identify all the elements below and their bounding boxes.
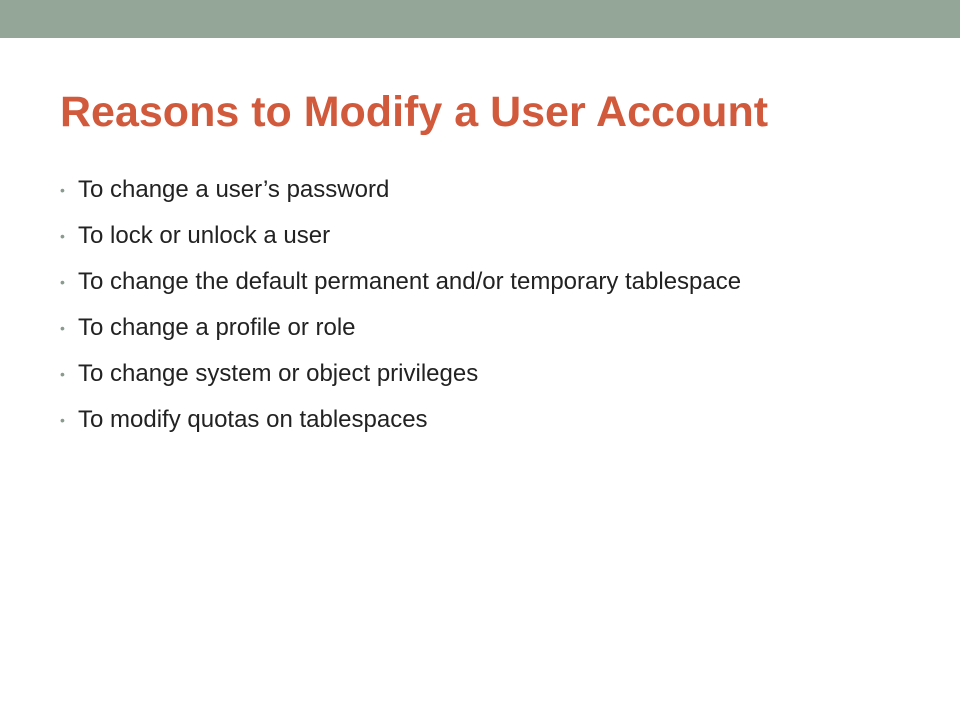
- bullet-text: To change system or object privileges: [78, 360, 479, 387]
- list-item: [58, 401, 878, 438]
- list-item: [58, 309, 878, 346]
- bullet-list: [58, 171, 878, 447]
- bullet-icon: •: [60, 412, 65, 428]
- bullet-text: To change a user’s password: [78, 176, 390, 203]
- bullet-icon: •: [60, 274, 65, 290]
- bullet-text: To change the default permanent and/or temporary tablespace: [78, 268, 742, 295]
- bullet-text: To change a profile or role: [78, 314, 356, 341]
- list-item: [58, 217, 878, 254]
- bullet-icon: •: [60, 366, 65, 382]
- list-item: [58, 171, 878, 208]
- list-item: [58, 355, 878, 392]
- bullet-icon: •: [60, 228, 65, 244]
- slide-title: Reasons to Modify a User Account: [60, 88, 769, 136]
- bullet-icon: •: [60, 182, 65, 198]
- top-accent-bar: [0, 0, 960, 38]
- bullet-text: To lock or unlock a user: [78, 222, 331, 249]
- bullet-text: To modify quotas on tablespaces: [78, 406, 428, 433]
- bullet-icon: •: [60, 320, 65, 336]
- list-item: [58, 263, 878, 300]
